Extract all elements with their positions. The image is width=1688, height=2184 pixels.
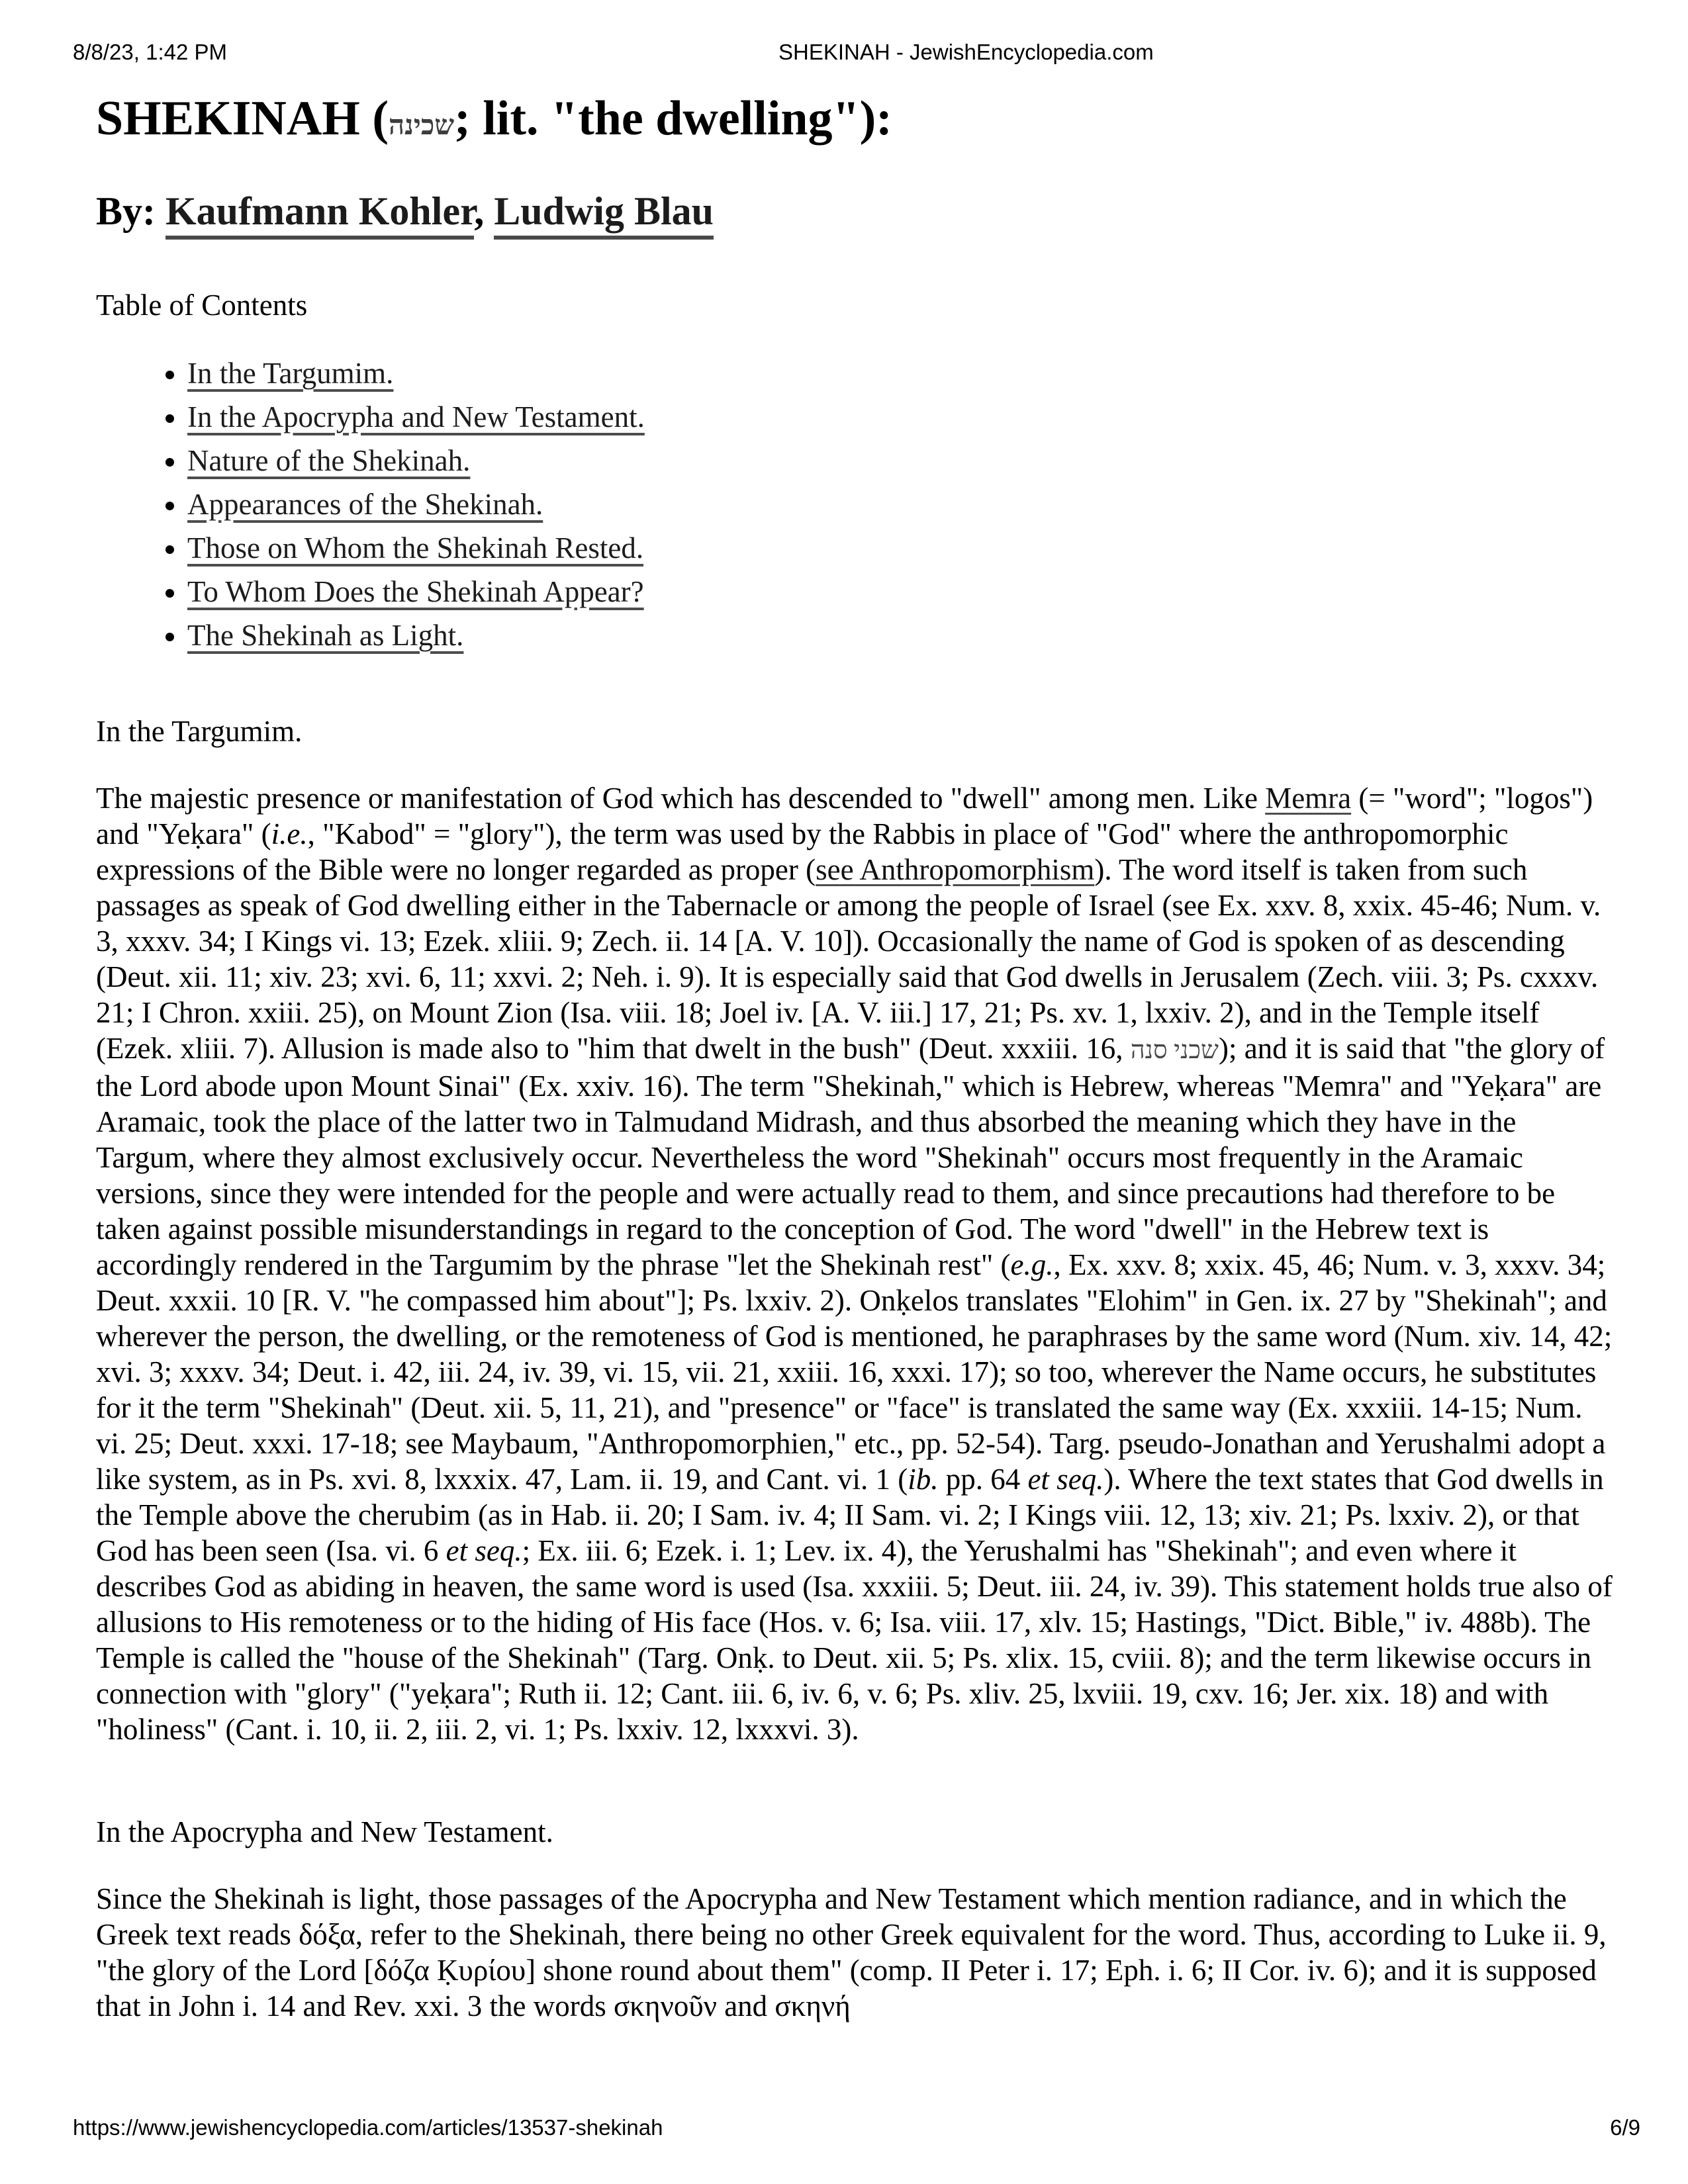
- author-link-kaufmann-kohler[interactable]: Kaufmann Kohler: [165, 189, 474, 240]
- toc-item: [187, 482, 1618, 526]
- toc-link-appearances[interactable]: Appearances of the Shekinah.: [187, 488, 543, 521]
- italic-text: et seq.: [1027, 1463, 1104, 1496]
- text-run: By:: [96, 189, 165, 233]
- author-link-ludwig-blau[interactable]: Ludwig Blau: [494, 189, 714, 240]
- article-title: [96, 91, 1618, 153]
- italic-text: et seq.: [445, 1534, 522, 1567]
- memra-link[interactable]: Memra: [1265, 782, 1352, 815]
- text-run: pp. 64: [938, 1463, 1028, 1496]
- italic-text: e.g.: [1010, 1248, 1054, 1281]
- title-text-post: ; lit. "the dwelling"):: [454, 91, 892, 146]
- hebrew-shokne-seneh: שכני סנה: [1130, 1036, 1219, 1064]
- italic-text: ib.: [908, 1463, 939, 1496]
- toc-item: [187, 395, 1618, 439]
- toc-link-nature[interactable]: Nature of the Shekinah.: [187, 444, 471, 477]
- footer-url: https://www.jewishencyclopedia.com/articles/13537-shekinah: [73, 2115, 663, 2140]
- text-run: ). The word itself is taken from such passages as speak of God dwelling either in the Tabernacle or among the people of Israel (see Ex. xxv. 8, xxix. 45-46; Num. v. 3, xxxv. 34; I Kings vi. 13; Ezek. xliii. 9; Zech. ii. 14 [A. V. 10]). Occasionally the name of God is spoken of as descending (Deut. xii. 11; xiv. 23; xvi. 6, 11; xxvi. 2; Neh. i. 9). It is especially said that God dwells in Jerusalem (Zech. viii. 3; Ps. cxxxv. 21; I Chron. xxiii. 25), on Mount Zion (Isa. viii. 18; Joel iv. [A. V. iii.] 17, 21; Ps. xv. 1, lxxiv. 2), and in the Temple itself (Ezek. xliii. 7). Allusion is made also to "him that dwelt in the bush" (Deut. xxxiii. 16,: [96, 853, 1601, 1065]
- toc-item: [187, 614, 1618, 657]
- text-run: ,: [474, 189, 494, 233]
- text-run: , "Kabod" = "glory"), the term was used by the Rabbis in place of "God" where the anthropomorphic expressions of the Bible were no longer regarded as proper (: [96, 817, 1509, 886]
- toc-title: Table of Contents: [96, 289, 308, 322]
- paragraph-apocrypha: [96, 1881, 1618, 2024]
- title-hebrew-text: שכינה: [389, 111, 455, 141]
- toc-link-targumim[interactable]: In the Targumim.: [187, 357, 394, 390]
- header-datetime: 8/8/23, 1:42 PM: [73, 40, 227, 64]
- text-run: ). Where the text states that God dwells in the Temple above the cherubim (as in Hab. ii. 20; I Sam. iv. 4; II Sam. vi. 2; I Kings viii. 12, 13; xiv. 21; Ps. lxxiv. 2), or that God has been seen (Isa. vi. 6: [96, 1463, 1604, 1567]
- text-run: , Ex. xxv. 8; xxix. 45, 46; Num. v. 3, xxxv. 34; Deut. xxxii. 10 [R. V. "he compassed him about"]; Ps. lxxiv. 2). Onḳelos translates "Elohim" in Gen. ix. 27 by "Shekinah"; and wherever the person, the dwelling, or the remoteness of God is mentioned, he paraphrases by the same word (Num. xiv. 14, 42; xvi. 3; xxxv. 34; Deut. i. 42, iii. 24, iv. 39, vi. 15, vii. 21, xxiii. 16, xxxi. 17); so too, wherever the Name occurs, he substitutes for it the term "Shekinah" (Deut. xii. 5, 11, 21), and "presence" or "face" is translated the same way (Ex. xxxiii. 14-15; Num. vi. 25; Deut. xxxi. 17-18; see Maybaum, "Anthropomorphien," etc., pp. 52-54). Targ. pseudo-Jonathan and Yerushalmi adopt a like system, as in Ps. xvi. 8, lxxxix. 47, Lam. ii. 19, and Cant. vi. 1 (: [96, 1248, 1613, 1496]
- section-heading-apocrypha: In the Apocrypha and New Testament.: [96, 1815, 553, 1848]
- text-run: ); and it is said that "the glory of the Lord abode upon Mount Sinai" (Ex. xxiv. 16). The term "Shekinah," which is Hebrew, whereas "Memra" and "Yeḳara" are Aramaic, took the place of the latter two in Talmudand Midrash, and thus absorbed the meaning which they have in the Targum, where they almost exclusively occur. Nevertheless the word "Shekinah" occurs most frequently in the Aramaic versions, since they were intended for the people and were actually read to them, and since precautions had therefore to be taken against possible misunderstandings in regard to the conception of God. The word "dwell" in the Hebrew text is accordingly rendered in the Targumim by the phrase "let the Shekinah rest" (: [96, 1032, 1605, 1281]
- byline: [96, 187, 1618, 235]
- footer-page-number: 6/9: [1610, 2115, 1640, 2140]
- print-footer: [73, 2115, 1640, 2140]
- paragraph-targumim: [96, 780, 1618, 1747]
- section-heading-targumim: In the Targumim.: [96, 715, 303, 748]
- title-text-pre: SHEKINAH (: [96, 91, 389, 146]
- article-content: [96, 64, 1618, 2024]
- text-run: Since the Shekinah is light, those passages of the Apocrypha and New Testament which mention radiance, and in which the Greek text reads δόξα, refer to the Shekinah, there being no other Greek equivalent for the word. Thus, according to Luke ii. 9, "the glory of the Lord [δόζα Ḳυρίου] shone round about them" (comp. II Peter i. 17; Eph. i. 6; II Cor. iv. 6); and it is supposed that in John i. 14 and Rev. xxi. 3 the words σκηνοῦν and σκηνή: [96, 1882, 1607, 2023]
- toc-link-appear[interactable]: To Whom Does the Shekinah Appear?: [187, 575, 644, 608]
- table-of-contents: [96, 351, 1618, 657]
- toc-item: [187, 570, 1618, 614]
- header-doc-title: SHEKINAH - JewishEncyclopedia.com: [778, 40, 1154, 64]
- text-run: The majestic presence or manifestation of God which has descended to "dwell" among men. Like: [96, 782, 1266, 815]
- toc-item: [187, 439, 1618, 482]
- italic-text: i.e.: [271, 817, 308, 850]
- see-anthropomorphism-link[interactable]: see Anthropomorphism: [816, 853, 1095, 886]
- toc-item: [187, 351, 1618, 395]
- toc-item: [187, 526, 1618, 570]
- toc-link-rested[interactable]: Those on Whom the Shekinah Rested.: [187, 531, 644, 565]
- toc-link-apocrypha[interactable]: In the Apocrypha and New Testament.: [187, 400, 645, 433]
- text-run: (= "word"; "logos") and "Yeḳara" (: [96, 782, 1593, 850]
- toc-link-light[interactable]: The Shekinah as Light.: [187, 619, 464, 652]
- text-run: ; Ex. iii. 6; Ezek. i. 1; Lev. ix. 4), the Yerushalmi has "Shekinah"; and even where it describes God as abiding in heaven, the same word is used (Isa. xxxiii. 5; Deut. iii. 24, iv. 39). This statement holds true also of allusions to His remoteness or to the hiding of His face (Hos. v. 6; Isa. viii. 17, xlv. 15; Hastings, "Dict. Bible," iv. 488b). The Temple is called the "house of the Shekinah" (Targ. Onḳ. to Deut. xii. 5; Ps. xlix. 15, cviii. 8); and the term likewise occurs in connection with "glory" ("yeḳara"; Ruth ii. 12; Cant. iii. 6, iv. 6, v. 6; Ps. xliv. 25, lxviii. 19, cxv. 16; Jer. xix. 18) and with "holiness" (Cant. i. 10, ii. 2, iii. 2, vi. 1; Ps. lxxiv. 12, lxxxvi. 3).: [96, 1534, 1613, 1746]
